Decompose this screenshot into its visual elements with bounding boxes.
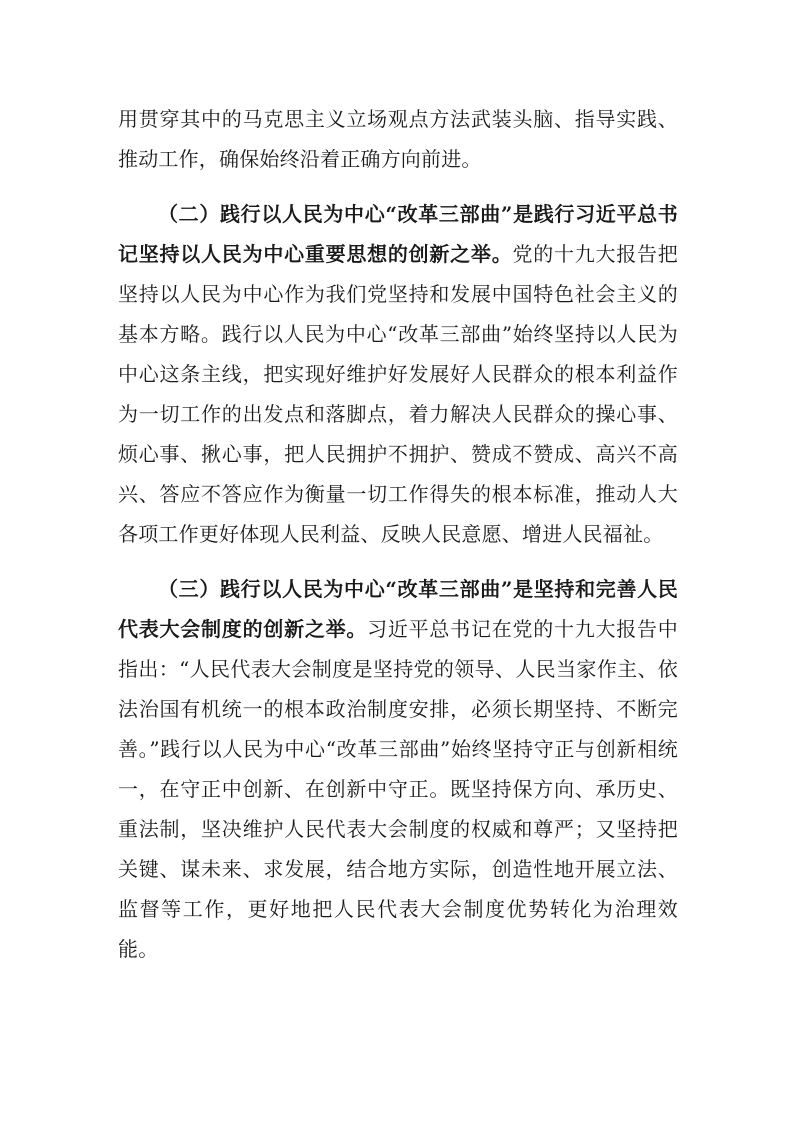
paragraph-text: 用贯穿其中的马克思主义立场观点方法武装头脑、指导实践、推动工作，确保始终沿着正确方向前进。	[118, 107, 678, 171]
paragraph-continuation	[118, 99, 678, 179]
paragraph-text: 党的十九大报告把坚持以人民为中心作为我们党坚持和发展中国特色社会主义的基本方略。践行以人民为中心“改革三部曲”始终坚持以人民为中心这条主线，把实现好维护好发展好人民群众的根本利益作为一切工作的出发点和落脚点，着力解决人民群众的操心事、烦心事、揪心事，把人民拥护不拥护、赞成不赞成、高兴不高兴、答应不答应作为衡量一切工作得失的根本标准，推动人大各项工作更好体现人民利益、反映人民意愿、增进人民福祉。	[118, 242, 678, 546]
section-heading-2: （二）践行以人民为中心“改革三部曲”是践行习近平总书记坚持以人民为中心重要思想的创新之举。	[118, 202, 678, 266]
section-heading-3: （三）践行以人民为中心“改革三部曲”是坚持和完善人民代表大会制度的创新之举。	[118, 577, 678, 641]
paragraph-section-2	[118, 194, 678, 554]
document-body	[118, 99, 678, 969]
paragraph-text: 习近平总书记在党的十九大报告中指出：“人民代表大会制度是坚持党的领导、人民当家作主、依法治国有机统一的根本政治制度安排，必须长期坚持、不断完善。”践行以人民为中心“改革三部曲”始终坚持守正与创新相统一，在守正中创新、在创新中守正。既坚持保方向、承历史、重法制，坚决维护人民代表大会制度的权威和尊严；又坚持把关键、谋未来、求发展，结合地方实际，创造性地开展立法、监督等工作，更好地把人民代表大会制度优势转化为治理效能。	[118, 617, 678, 961]
paragraph-section-3	[118, 569, 678, 969]
